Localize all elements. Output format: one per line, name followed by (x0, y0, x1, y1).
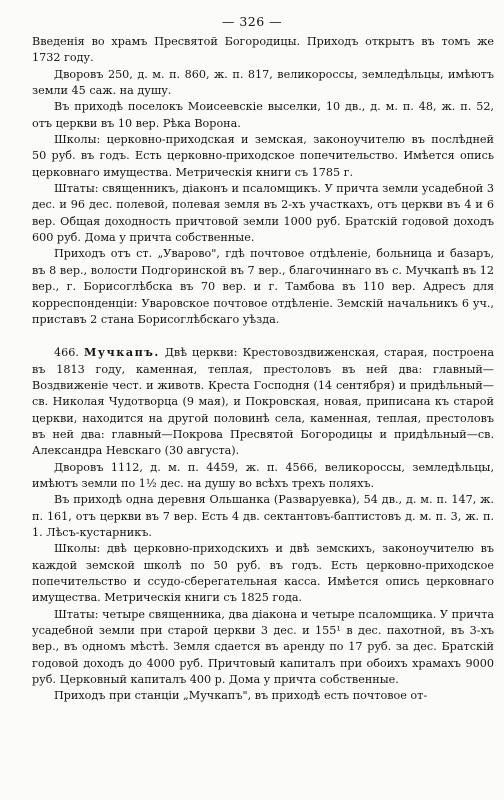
page-number: — 326 — (221, 14, 283, 29)
paragraph: Дворовъ 1112, д. м. п. 4459, ж. п. 4566, великороссы, земледѣльцы, имѣютъ земли по 1½ дес. на душу во всѣхъ трехъ поляхъ. (32, 460, 494, 490)
entry-number: 466. (54, 346, 79, 360)
paragraph: Дворовъ 250, д. м. п. 860, ж. п. 817, великороссы, земледѣльцы, имѣютъ земли 45 саж. на душу. (32, 67, 494, 98)
entry-text: Двѣ церкви: Крестовоздвиженская, старая, построена въ 1813 году, каменная, теплая, престоловъ въ ней два: главный—Воздвиженіе чест. и животв. Креста Господня (14 сентября) и придѣльный—св. Николая Чудотворца (9 мая), и Покровская, новая, приписана къ старой церкви, находится на другой половинѣ села, каменная, теплая, престоловъ въ ней два: главный—Покрова Пресвятой Богородицы и придѣльный—св. Александра Невскаго (30 августа). (32, 346, 494, 458)
paragraph: Приходъ отъ ст. „Уварово", гдѣ почтовое отдѣленіе, больница и базаръ, въ 8 вер., волости Подгоринской въ 7 вер., благочиннаго въ с. Мучкапѣ въ 12 вер., г. Борисоглѣбска въ 70 вер. и г. Тамбова въ 110 вер. Адресъ для корреспонденціи: Уваровское почтовое отдѣленіе. Земскій начальникъ 6 уч., приставъ 2 стана Борисоглѣбскаго уѣзда. (32, 247, 494, 326)
text-body (32, 34, 494, 705)
paragraph: Штаты: четыре священника, два діакона и четыре псаломщика. У причта усадебной земли при старой церкви 3 дес. и 155¹ в дес. пахотной, въ 3-хъ вер., въ одномъ мѣстѣ. Земля сдается въ аренду по 17 руб. за дес. Братскій годовой доходъ до 4000 руб. Причтовый капиталъ при обоихъ храмахъ 9000 руб. Церковный капиталъ 400 р. Дома у причта собственные. (32, 607, 494, 687)
paragraph: Школы: церковно-приходская и земская, законоучителю въ послѣдней 50 руб. въ годъ. Есть церковно-приходское попечительство. Имѣется опись церковнаго имущества. Метрическія книги съ 1785 г. (32, 133, 494, 179)
entry-paragraph (32, 344, 494, 459)
paragraph: Въ приходѣ поселокъ Моисеевскіе выселки, 10 дв., д. м. п. 48, ж. п. 52, отъ церкви въ 10 вер. Рѣка Ворона. (32, 100, 494, 130)
paragraph: Приходъ при станціи „Мучкапъ", въ приходѣ есть почтовое от- (54, 689, 428, 703)
entry-title: Мучкапъ. (84, 345, 160, 360)
paragraph: Въ приходѣ одна деревня Ольшанка (Разваруевка), 54 дв., д. м. п. 147, ж. п. 161, отъ церкви въ 7 вер. Есть 4 дв. сектантовъ-баптистовъ д. м. п. 3, ж. п. 1. Лѣсъ-кустарникъ. (32, 493, 494, 539)
paragraph: Школы: двѣ церковно-приходскихъ и двѣ земскихъ, законоучителю въ каждой земской школѣ по 50 руб. въ годъ. Есть церковно-приходское попечительство и ссудо-сберегательная касса. Имѣется опись церковнаго имущества. Метрическія книги съ 1825 года. (32, 542, 494, 605)
paragraph: Штаты: священникъ, діаконъ и псаломщикъ. У причта земли усадебной 3 дес. и 96 дес. полевой, полевая земля въ 2-хъ участкахъ, отъ церкви въ 4 и 6 вер. Общая доходность причтовой земли 1000 руб. Братскій годовой доходъ 600 руб. Дома у причта собственные. (32, 182, 494, 245)
paragraph: Введенія во храмъ Пресвятой Богородицы. Приходъ открытъ въ томъ же 1732 году. (32, 35, 494, 65)
